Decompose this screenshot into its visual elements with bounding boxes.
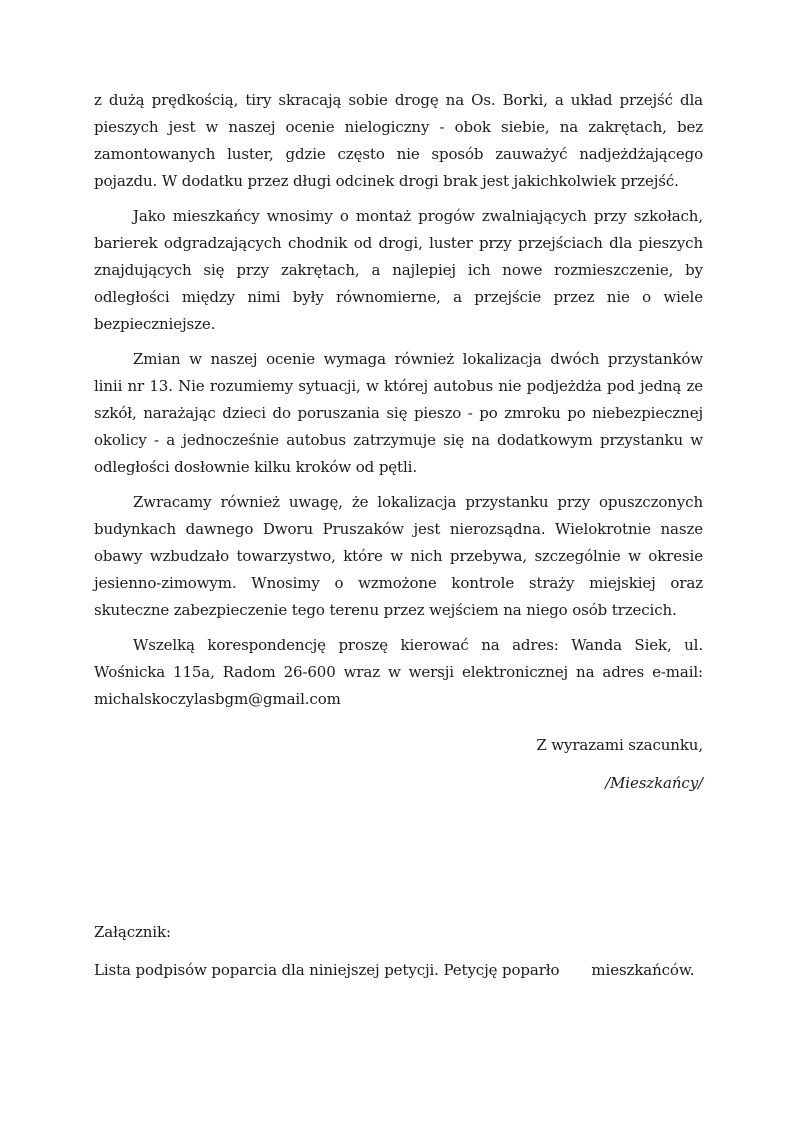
paragraph-request-speed-bumps: Jako mieszkańcy wnosimy o montaż progów zwalniających przy szkołach, barierek odgradzających chodnik od drogi, luster przy przejściach dla pieszych znajdujących się przy zakrętach, a najlepiej ich nowe rozmieszczenie, by odległości między nimi były równomierne, a przejście przez nie o wiele bezpieczniejsze. <box>94 207 703 333</box>
attachment-heading: Załącznik: <box>94 923 171 941</box>
paragraph-correspondence-address: Wszelką korespondencję proszę kierować na adres: Wanda Siek, ul. Wośnicka 115a, Radom 26-600 wraz w wersji elektronicznej na adres e-mail: michalskoczylasbgm@gmail.com <box>94 636 703 708</box>
signature: /Mieszkańcy/ <box>605 774 703 792</box>
letter-body <box>94 87 703 713</box>
attachment-section <box>94 919 703 984</box>
paragraph-bus-stops-line-13: Zmian w naszej ocenie wymaga również lokalizacja dwóch przystanków linii nr 13. Nie rozumiemy sytuacji, w której autobus nie podjeżdża pod jedną ze szkół, narażając dzieci do poruszania się pieszo - po zmroku po niebezpiecznej okolicy - a jednocześnie autobus zatrzymuje się na dodatkowym przystanku w odległości dosłownie kilku kroków od pętli. <box>94 350 703 476</box>
attachment-note-text: Lista podpisów poparcia dla niniejszej petycji. Petycję poparło <box>94 961 560 979</box>
paragraph-road-safety-continuation: z dużą prędkością, tiry skracają sobie drogę na Os. Borki, a układ przejść dla pieszych jest w naszej ocenie nielogiczny - obok siebie, na zakrętach, bez zamontowanych luster, gdzie często nie sposób zauważyć nadjeżdżającego pojazdu. W dodatku przez długi odcinek drogi brak jest jakichkolwiek przejść. <box>94 91 703 190</box>
attachment-note <box>94 957 703 984</box>
attachment-note-suffix: mieszkańców. <box>591 961 695 979</box>
closing-salutation: Z wyrazami szacunku, <box>536 736 703 754</box>
supporter-count-blank <box>559 974 591 975</box>
paragraph-abandoned-buildings: Zwracamy również uwagę, że lokalizacja przystanku przy opuszczonych budynkach dawnego Dworu Pruszaków jest nierozsądna. Wielokrotnie nasze obawy wzbudzało towarzystwo, które w nich przebywa, szczególnie w okresie jesienno-zimowym. Wnosimy o wzmożone kontrole straży miejskiej oraz skuteczne zabezpieczenie tego terenu przez wejściem na niego osób trzecich. <box>94 493 703 619</box>
closing-block <box>94 732 703 797</box>
